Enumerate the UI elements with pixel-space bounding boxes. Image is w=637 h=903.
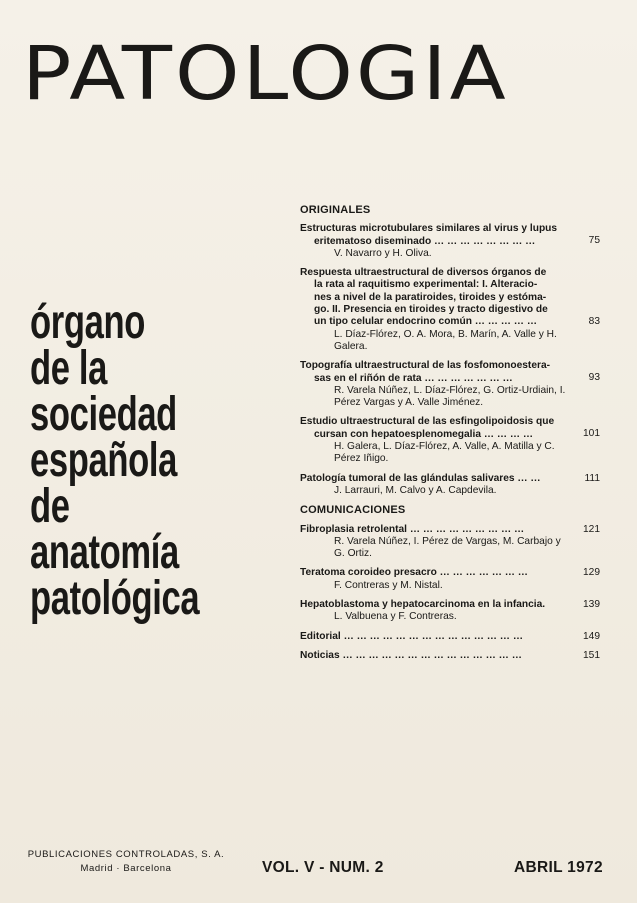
tagline-line: órgano <box>30 296 145 349</box>
title-line: go. II. Presencia en tiroides y tracto digestivo de <box>314 304 548 316</box>
title-line: Editorial … … … … … … … … … … … … … … <box>300 630 524 642</box>
entry-title <box>300 360 600 385</box>
entry-title <box>300 567 600 579</box>
page-number: 75 <box>588 235 600 247</box>
entry-authors: F. Contreras y M. Nistal. <box>334 579 443 591</box>
title-line: Patología tumoral de las glándulas salivares … … <box>300 472 541 484</box>
table-of-contents <box>300 204 600 669</box>
toc-entry[interactable] <box>300 524 600 561</box>
toc-entry[interactable] <box>300 360 600 409</box>
page-number: 121 <box>583 523 600 535</box>
toc-entry[interactable] <box>300 473 600 498</box>
page-number: 101 <box>583 428 600 440</box>
toc-entry[interactable] <box>300 416 600 465</box>
tagline-line: española <box>30 434 177 487</box>
entry-authors: J. Larrauri, M. Calvo y A. Capdevila. <box>334 484 497 496</box>
entry-authors: R. Varela Núñez, L. Díaz-Flórez, G. Ortiz-Urdiain, I. Pérez Vargas y A. Valle Jiménez. <box>334 384 566 409</box>
entry-title <box>300 599 600 611</box>
entry-title <box>300 631 600 643</box>
title-line: sas en el riñón de rata … … … … … … … <box>314 372 513 384</box>
title-line: cursan con hepatoesplenomegalia … … … … <box>314 428 534 440</box>
title-line: Estudio ultraestructural de las esfingolipoidosis que <box>300 416 555 428</box>
entry-title <box>300 267 600 328</box>
tagline-line: anatomía <box>30 526 179 579</box>
page-number: 111 <box>584 472 600 484</box>
tagline-line: de la <box>30 342 107 395</box>
tagline-line: patológica <box>30 572 200 625</box>
tagline <box>30 296 203 625</box>
section-heading-comunicaciones: COMUNICACIONES <box>300 504 406 517</box>
publisher <box>16 848 236 876</box>
section-heading-originales: ORIGINALES <box>300 204 371 216</box>
issue-date: ABRIL 1972 <box>514 859 603 876</box>
entry-title <box>300 416 600 441</box>
toc-entry[interactable] <box>300 631 600 643</box>
title-line: nes a nivel de la paratiroides, tiroides y estóma- <box>314 291 547 303</box>
entry-authors: L. Valbuena y F. Contreras. <box>334 611 457 623</box>
toc-entry[interactable] <box>300 650 600 662</box>
title-line: Teratoma coroideo presacro … … … … … … … <box>300 567 528 579</box>
entry-title <box>300 524 600 536</box>
page-number: 151 <box>583 649 600 661</box>
entry-authors: R. Varela Núñez, I. Pérez de Vargas, M. Carbajo y G. Ortiz. <box>334 535 561 560</box>
entry-title <box>300 473 600 485</box>
volume-number: VOL. V - NUM. 2 <box>262 859 384 876</box>
entry-authors: V. Navarro y H. Oliva. <box>334 247 432 259</box>
publisher-cities: Madrid · Barcelona <box>80 863 172 874</box>
title-line: Respuesta ultraestructural de diversos órganos de <box>300 267 547 279</box>
entry-title <box>300 650 600 662</box>
toc-entry[interactable] <box>300 223 600 260</box>
publisher-name: PUBLICACIONES CONTROLADAS, S. A. <box>27 849 225 860</box>
journal-title: PATOLOGIA <box>22 31 509 118</box>
entry-authors: L. Díaz-Flórez, O. A. Mora, B. Marín, A. Valle y H. Galera. <box>334 328 557 352</box>
toc-entry[interactable] <box>300 599 600 624</box>
page-number: 139 <box>583 599 600 611</box>
tagline-line: de <box>30 480 70 533</box>
title-line: Hepatoblastoma y hepatocarcinoma en la infancia. <box>300 599 546 611</box>
title-line: Noticias … … … … … … … … … … … … … … <box>300 649 522 661</box>
title-line: un tipo celular endocrino común … … … … … <box>314 316 538 328</box>
page-number: 93 <box>588 372 600 384</box>
toc-entry[interactable] <box>300 267 600 353</box>
toc-entry[interactable] <box>300 567 600 592</box>
entry-title <box>300 223 600 248</box>
page-number: 149 <box>583 630 600 642</box>
title-line: la rata al raquitismo experimental: I. Alteracio- <box>314 279 538 291</box>
tagline-line: sociedad <box>30 388 177 441</box>
title-line: Topografía ultraestructural de las fosfomonoestera- <box>300 360 551 372</box>
page-number: 83 <box>588 316 600 328</box>
title-line: eritematoso diseminado … … … … … … … … <box>314 235 536 247</box>
page-number: 129 <box>583 567 600 579</box>
title-line: Estructuras microtubulares similares al virus y lupus <box>300 223 558 235</box>
title-line: Fibroplasia retrolental … … … … … … … … … <box>300 523 525 535</box>
entry-authors: H. Galera, L. Díaz-Flórez, A. Valle, A. Matilla y C. Pérez Iñigo. <box>334 441 555 465</box>
